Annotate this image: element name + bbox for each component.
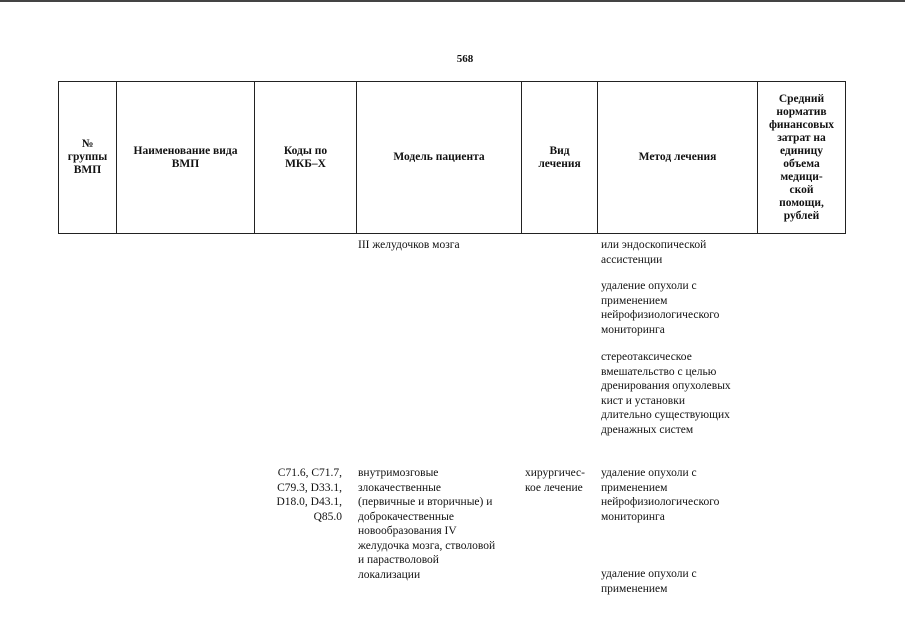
header-treatment-type: Вид лечения [522, 82, 598, 233]
row2-method-2: удаление опухоли с применением [601, 568, 697, 595]
row1-method-3: стереотаксическое вмешательство с целью дренирования опухолевых кист и установки длительно существующих дренажных систем [601, 351, 731, 436]
table-header [58, 81, 846, 234]
header-vmp-name: Наименование вида ВМП [117, 82, 255, 233]
row1-method-1: или эндоскопической ассистенции [601, 239, 707, 266]
header-patient-model: Модель пациента [357, 82, 522, 233]
row2-patient-model: внутримозговые злокачественные (первичные и вторичные) и доброкачественные новообразования IV желудочка мозга, стволовой и парастволовой локализации [358, 467, 496, 581]
page-number: 568 [456, 53, 474, 65]
header-avg-cost: Средний норматив финансовых затрат на единицу объема медици- ской помощи, рублей [768, 92, 835, 222]
header-treatment-method: Метод лечения [598, 82, 758, 233]
header-group-no: № группы ВМП [59, 82, 117, 233]
header-icd-codes: Коды по МКБ–Х [255, 82, 357, 233]
row2-method-1: удаление опухоли с применением нейрофизиологического мониторинга [601, 467, 720, 523]
row1-patient-model: III желудочков мозга [358, 239, 460, 251]
row1-method-2: удаление опухоли с применением нейрофизиологического мониторинга [601, 280, 720, 336]
row2-treatment-type: хирургичес- кое лечение [525, 467, 585, 494]
scan-top-edge [0, 0, 905, 2]
row2-icd-codes: C71.6, C71.7, C79.3, D33.1, D18.0, D43.1, Q85.0 [276, 467, 342, 523]
